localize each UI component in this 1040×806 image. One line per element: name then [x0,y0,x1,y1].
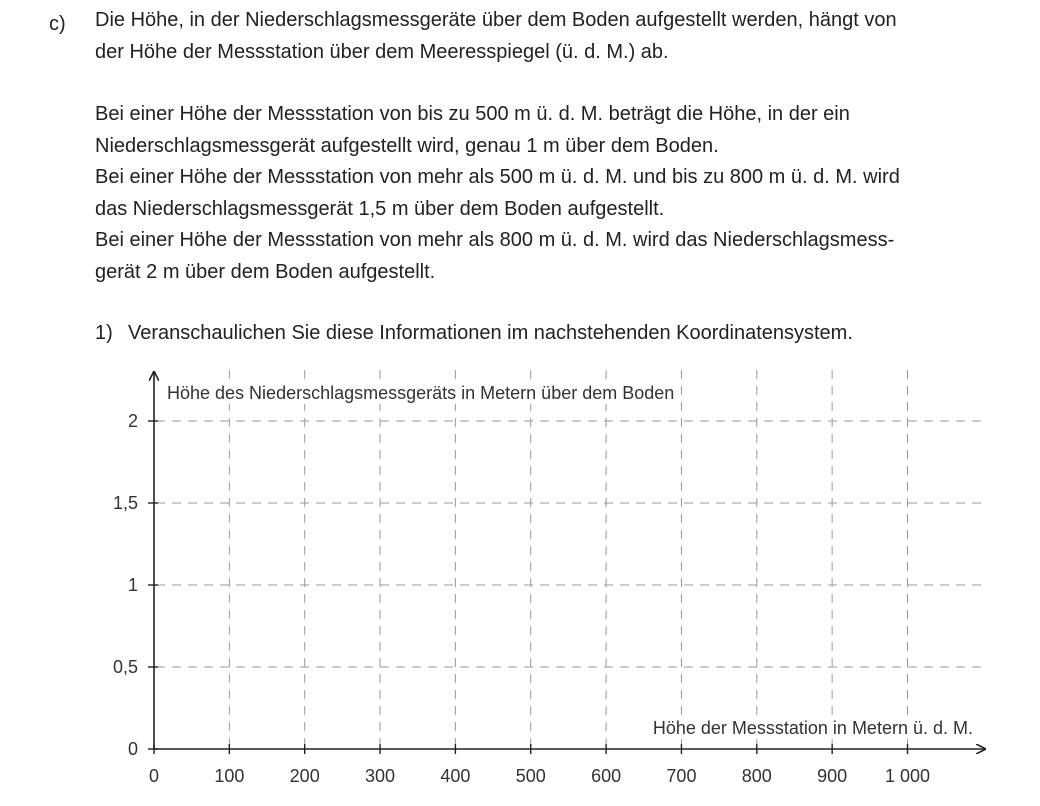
y-tick-label: 1 [127,575,138,595]
x-tick-label: 400 [440,766,471,786]
axis-labels [113,382,976,786]
x-axis-title: Höhe der Messstation in Metern ü. d. M. [652,718,973,738]
rule-line: das Niederschlagsmessgerät 1,5 m über dem Boden aufgestellt. [95,197,665,220]
subtask-text: Veranschaulichen Sie diese Informationen im nachstehenden Koordinatensystem. [128,322,853,344]
rule-line: Bei einer Höhe der Messstation von bis zu 500 m ü. d. M. beträgt die Höhe, in der ein [95,103,850,125]
x-tick-label: 500 [515,766,546,786]
intro-line: der Höhe der Messstation über dem Meeresspiegel (ü. d. M.) ab. [95,40,669,63]
rule-line: Niederschlagsmessgerät aufgestellt wird, genau 1 m über dem Boden. [95,134,719,157]
subtask-number: 1) [95,322,113,344]
ticks [148,421,908,754]
y-tick-label: 0 [127,739,138,759]
rule-line: Bei einer Höhe der Messstation von mehr als 800 m ü. d. M. wird das Niederschlagsmess- [95,229,895,251]
x-tick-label: 100 [214,766,245,786]
rule-line: Bei einer Höhe der Messstation von mehr als 500 m ü. d. M. und bis zu 800 m ü. d. M. wird [95,166,900,188]
axes [154,372,985,749]
x-tick-label: 700 [666,766,697,786]
x-tick-label: 600 [591,766,622,786]
intro-line: Die Höhe, in der Niederschlagsmessgeräte über dem Boden aufgestellt werden, hängt von [95,9,897,31]
x-tick-label: 900 [817,766,848,786]
grid [156,370,985,747]
y-axis-title: Höhe des Niederschlagsmessgeräts in Metern über dem Boden [167,383,675,403]
rule-line: gerät 2 m über dem Boden aufgestellt. [95,260,436,283]
x-tick-label: 0 [148,766,160,786]
x-tick-label: 300 [365,766,396,786]
y-tick-label: 0,5 [112,657,138,677]
y-tick-label: 2 [127,411,138,431]
x-tick-label: 800 [741,766,772,786]
task-label: c) [49,13,66,35]
x-tick-label: 200 [289,766,320,786]
y-tick-label: 1,5 [112,493,138,513]
x-tick-label: 1 000 [884,766,931,786]
